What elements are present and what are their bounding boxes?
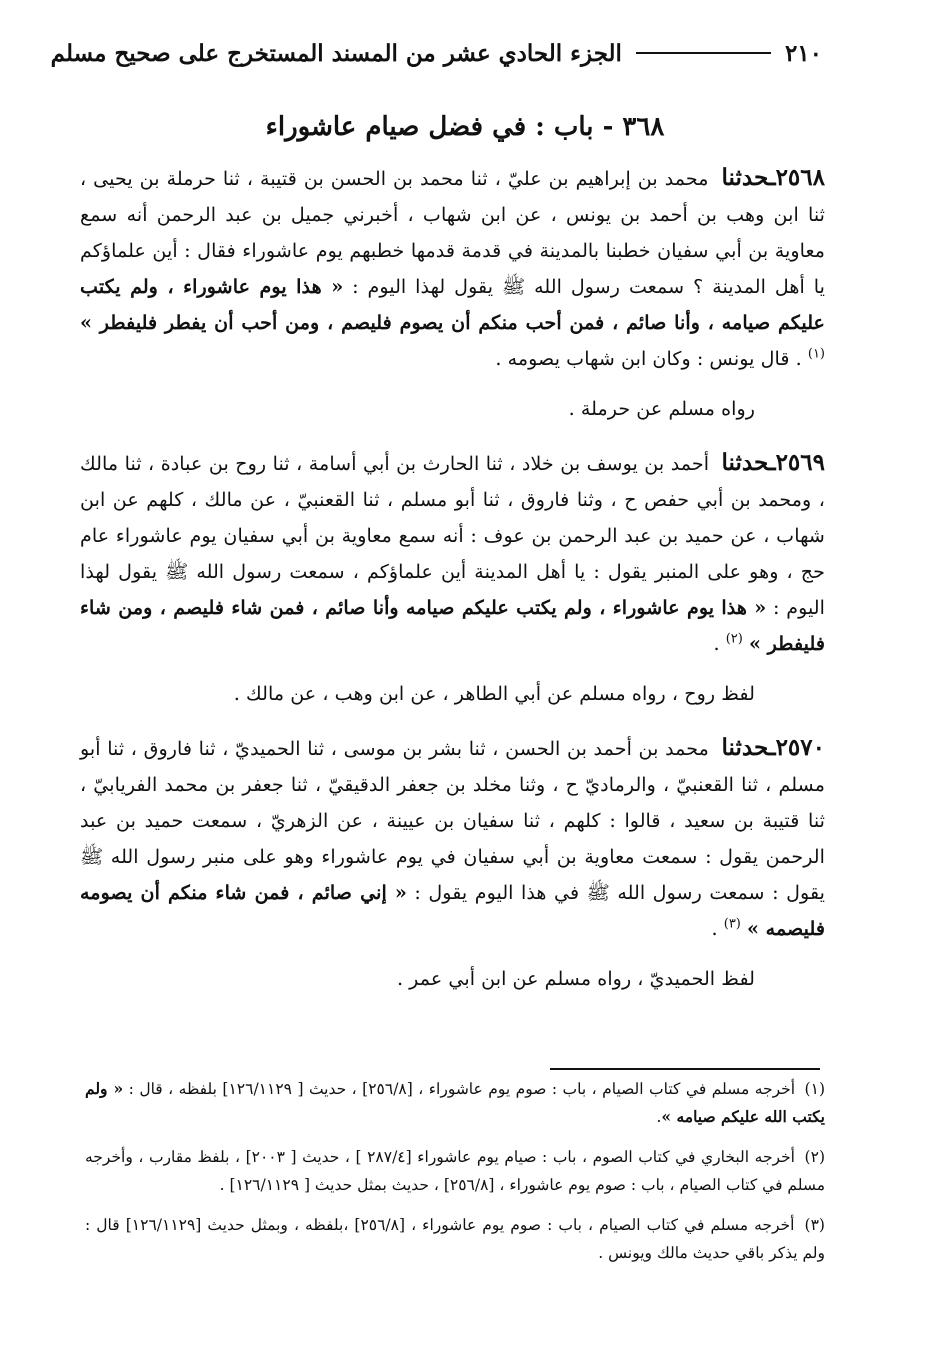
hadith-tail: .	[713, 632, 720, 655]
hadith-number: ٢٥٧٠ـ	[768, 734, 825, 761]
haddathana-word: حدثنا	[721, 449, 769, 476]
hadith-tail: .	[711, 917, 718, 940]
narration-note: لفظ روح ، رواه مسلم عن أبي الطاهر ، عن ابن وهب ، عن مالك .	[233, 682, 755, 705]
hadith-chain: أحمد بن يوسف بن خلاد ، ثنا الحارث بن أبي أسامة ، ثنا روح بن عبادة ، ثنا مالك ، ومحمد بن أبي حفص ح ، وثنا فاروق ، ثنا أبو مسلم ، ثنا القعنبيّ ، عن مالك ، كلهم عن ابن شهاب ، عن حميد بن عبد الرحمن بن عوف : أنه سمع معاوية بن أبي سفيان يوم عاشوراء عام حج ، وهو على المنبر يقول : يا أهل المدينة أين علماؤكم ، سمعت رسول الله ﷺ يقول لهذا اليوم :	[80, 452, 825, 619]
page-header	[50, 30, 822, 76]
hadith-quote: « هذا يوم عاشوراء ، ولم يكتب عليكم صيامه وأنا صائم ، فمن شاء فليصم ، ومن شاء فليفطر »	[80, 596, 825, 655]
footnote-text: أخرجه مسلم في كتاب الصيام ، باب : صوم يوم عاشوراء ، [٢٥٦/٨] ، حديث [ ١٢٦/١١٢٩] بلفظه ، قال :	[128, 1080, 796, 1098]
hadith-tail: . قال يونس : وكان ابن شهاب يصومه .	[495, 347, 802, 370]
haddathana-word: حدثنا	[721, 164, 769, 191]
footnote-ref: (٣)	[723, 916, 741, 932]
footnote-number: (٢)	[804, 1148, 825, 1166]
hadith-quote: « هذا يوم عاشوراء ، ولم يكتب عليكم صيامه ، وأنا صائم ، فمن أحب منكم أن يصوم فليصم ، ومن أحب أن يفطر فليفطر »	[80, 275, 825, 334]
footnote-number: (٣)	[804, 1216, 825, 1234]
footnote-end: .	[656, 1108, 662, 1126]
narration-note: لفظ الحميديّ ، رواه مسلم عن ابن أبي عمر .	[396, 967, 755, 990]
footnote-3	[85, 1211, 825, 1267]
footnote-ref: (٢)	[725, 631, 743, 647]
footnotes	[85, 1075, 825, 1279]
footnote-separator	[550, 1068, 820, 1070]
footnote-2	[85, 1143, 825, 1199]
footnote-number: (١)	[804, 1080, 825, 1098]
body-text	[80, 160, 825, 1015]
hadith-2569	[80, 445, 825, 662]
hadith-number: ٢٥٦٨ـ	[768, 164, 825, 191]
footnote-1	[85, 1075, 825, 1131]
narration-note: رواه مسلم عن حرملة .	[568, 397, 755, 420]
footnote-ref: (١)	[807, 346, 825, 362]
header-rule	[636, 52, 771, 54]
hadith-2570	[80, 730, 825, 947]
footnote-quote: « ولم يكتب الله عليكم صيامه »	[85, 1079, 825, 1126]
page-number: ٢١٠	[784, 39, 822, 67]
chapter-title: ٣٦٨ - باب : في فضل صيام عاشوراء	[265, 112, 665, 142]
haddathana-word: حدثنا	[721, 734, 769, 761]
hadith-quote: « إني صائم ، فمن شاء منكم أن يصومه فليصمه »	[80, 881, 825, 940]
hadith-number: ٢٥٦٩ـ	[768, 449, 825, 476]
hadith-chain: محمد بن أحمد بن الحسن ، ثنا بشر بن موسى ، ثنا الحميديّ ، ثنا فاروق ، ثنا أبو مسلم ، ثنا القعنبيّ ، والرماديّ ح ، وثنا مخلد بن جعفر الدقيقيّ ، ثنا جعفر بن محمد الفريابيّ ، ثنا قتيبة بن سعيد ، قالوا : كلهم ، ثنا سفيان بن عيينة ، عن الزهريّ ، سمعت حميد بن عبد الرحمن يقول : سمعت معاوية بن أبي سفيان في يوم عاشوراء وهو على منبر رسول الله ﷺ يقول : سمعت رسول الله ﷺ في هذا اليوم يقول :	[80, 737, 825, 904]
footnote-text: أخرجه مسلم في كتاب الصيام ، باب : صوم يوم عاشوراء ، [٢٥٦/٨] ،بلفظه ، وبمثل حديث [١٢٦/١١٢٩] قال : ولم يذكر باقي حديث مالك ويونس .	[85, 1216, 825, 1262]
footnote-text: أخرجه البخاري في كتاب الصوم ، باب : صيام يوم عاشوراء [٢٨٧/٤ ] ، حديث [ ٢٠٠٣] ، بلفظ مقارب ، وأخرجه مسلم في كتاب الصيام ، باب : صوم يوم عاشوراء ، [٢٥٦/٨] ، حديث بمثل حديث [ ١٢٦/١١٢٩] .	[85, 1148, 825, 1194]
hadith-2568	[80, 160, 825, 377]
hadith-chain: محمد بن إبراهيم بن عليّ ، ثنا محمد بن الحسن بن قتيبة ، ثنا حرملة بن يحيى ، ثنا ابن وهب بن أحمد بن يونس ، عن ابن شهاب ، أخبرني جميل بن عبد الرحمن أنه سمع معاوية بن أبي سفيان خطبنا بالمدينة في قدمة قدمها خطبهم يوم عاشوراء فقال : أين علماؤكم يا أهل المدينة ؟ سمعت رسول الله ﷺ يقول لهذا اليوم :	[80, 167, 825, 298]
running-title: الجزء الحادي عشر من المسند المستخرج على صحيح مسلم	[50, 39, 622, 67]
